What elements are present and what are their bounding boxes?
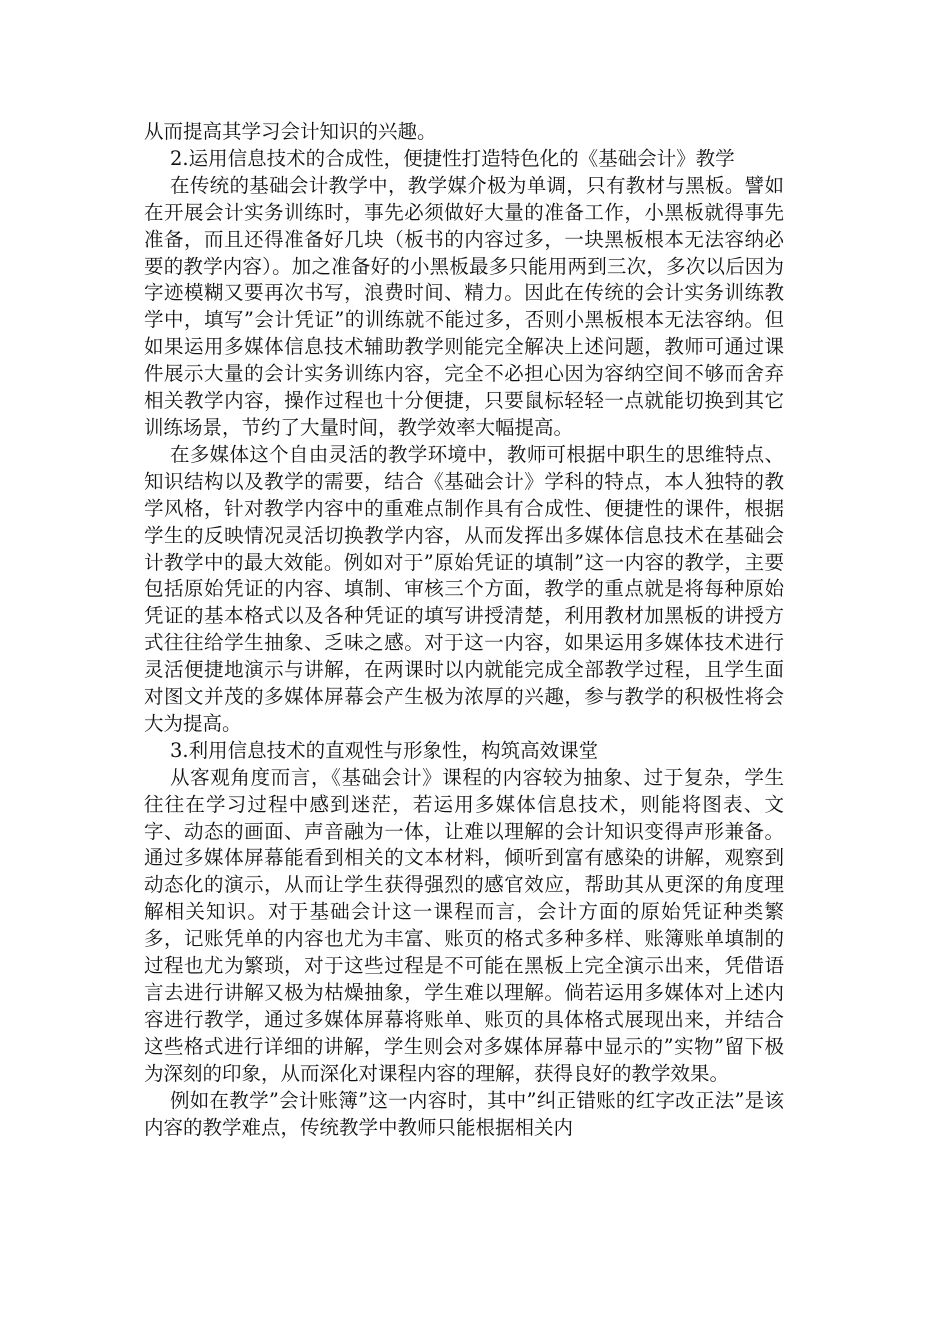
paragraph: 例如在教学”会计账簿”这一内容时，其中”纠正错账的红字改正法”是该内容的教学难点，传统教学中教师只能根据相关内: [144, 1088, 784, 1139]
body-text: [144, 119, 784, 1141]
section-heading-2: 2.运用信息技术的合成性，便捷性打造特色化的《基础会计》教学: [170, 146, 735, 170]
paragraph-continuation: 从而提高其学习会计知识的兴趣。: [144, 120, 437, 143]
paragraph: 从客观角度而言，《基础会计》课程的内容较为抽象、过于复杂，学生往往在学习过程中感到迷茫，若运用多媒体信息技术，则能将图表、文字、动态的画面、声音融为一体，让难以理解的会计知识变得声形兼备。通过多媒体屏幕能看到相关的文本材料，倾听到富有感染的讲解，观察到动态化的演示，从而让学生获得强烈的感官效应，帮助其从更深的角度理解相关知识。对于基础会计这一课程而言，会计方面的原始凭证种类繁多，记账凭单的内容也尤为丰富、账页的格式多种多样、账簿账单填制的过程也尤为繁琐，对于这些过程是不可能在黑板上完全演示出来，凭借语言去进行讲解又极为枯燥抽象，学生难以理解。倘若运用多媒体对上述内容进行教学，通过多媒体屏幕将账单、账页的具体格式展现出来，并结合这些格式进行详细的讲解，学生则会对多媒体屏幕中显示的”实物”留下极为深刻的印象，从而深化对课程内容的理解，获得良好的教学效果。: [144, 765, 784, 1085]
paragraph: 在传统的基础会计教学中，教学媒介极为单调，只有教材与黑板。譬如在开展会计实务训练时，事先必须做好大量的准备工作，小黑板就得事先准备，而且还得准备好几块（板书的内容过多，一块黑板根本无法容纳必要的教学内容）。加之准备好的小黑板最多只能用两到三次，多次以后因为字迹模糊又要再次书写，浪费时间、精力。因此在传统的会计实务训练教学中，填写”会计凭证”的训练就不能过多，否则小黑板根本无法容纳。但如果运用多媒体信息技术辅助教学则能完全解决上述问题，教师可通过课件展示大量的会计实务训练内容，完全不必担心因为容纳空间不够而舍弃相关教学内容，操作过程也十分便捷，只要鼠标轻轻一点就能切换到其它训练场景，节约了大量时间，教学效率大幅提高。: [144, 173, 784, 439]
section-heading-3: 3.利用信息技术的直观性与形象性，构筑高效课堂: [170, 738, 599, 762]
paragraph: 在多媒体这个自由灵活的教学环境中，教师可根据中职生的思维特点、知识结构以及教学的需要，结合《基础会计》学科的特点，本人独特的教学风格，针对教学内容中的重难点制作具有合成性、便捷性的课件，根据学生的反映情况灵活切换教学内容，从而发挥出多媒体信息技术在基础会计教学中的最大效能。例如对于”原始凭证的填制”这一内容的教学，主要包括原始凭证的内容、填制、审核三个方面，教学的重点就是将每种原始凭证的基本格式以及各种凭证的填写讲授清楚，利用教材加黑板的讲授方式往往给学生抽象、乏味之感。对于这一内容，如果运用多媒体技术进行灵活便捷地演示与讲解，在两课时以内就能完成全部教学过程，且学生面对图文并茂的多媒体屏幕会产生极为浓厚的兴趣，参与教学的积极性将会大为提高。: [144, 442, 784, 735]
